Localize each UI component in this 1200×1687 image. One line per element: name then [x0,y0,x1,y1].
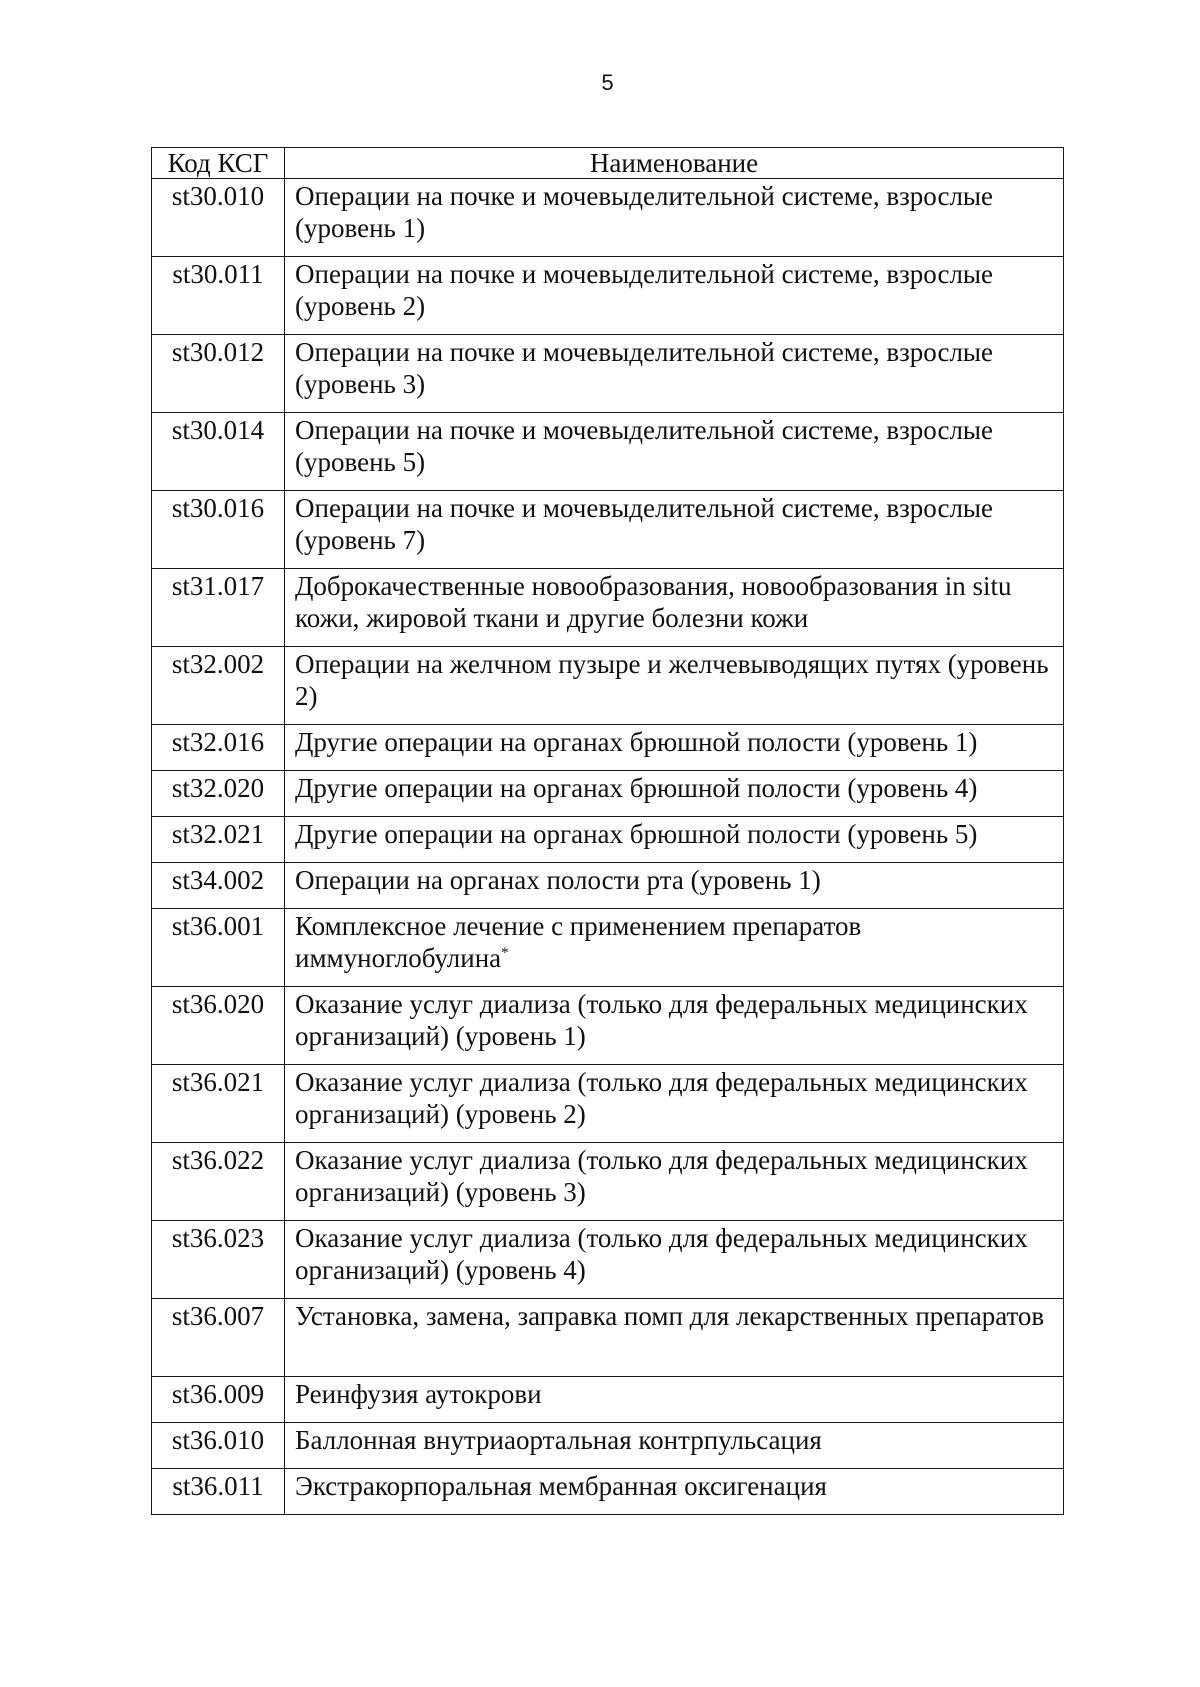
ksg-code: st30.010 [152,179,285,257]
ksg-name: Другие операции на органах брюшной полости (уровень 4) [285,771,1064,817]
ksg-name: Оказание услуг диализа (только для федеральных медицинских организаций) (уровень 2) [285,1065,1064,1143]
table-row [152,569,1064,647]
table-row [152,909,1064,987]
ksg-name: Другие операции на органах брюшной полости (уровень 5) [285,817,1064,863]
ksg-name: Доброкачественные новообразования, новообразования in situ кожи, жировой ткани и другие болезни кожи [285,569,1064,647]
ksg-name: Операции на почке и мочевыделительной системе, взрослые (уровень 2) [285,257,1064,335]
ksg-code: st32.020 [152,771,285,817]
ksg-code: st30.016 [152,491,285,569]
ksg-name: Операции на органах полости рта (уровень 1) [285,863,1064,909]
ksg-name: Установка, замена, заправка помп для лекарственных препаратов [285,1299,1064,1377]
table-row [152,987,1064,1065]
ksg-name: Операции на желчном пузыре и желчевыводящих путях (уровень 2) [285,647,1064,725]
table-row [152,1299,1064,1377]
footnote-marker: * [501,945,509,961]
table-row [152,257,1064,335]
ksg-name-text: Комплексное лечение с применением препаратов иммуноглобулина [295,911,862,973]
ksg-code: st30.014 [152,413,285,491]
ksg-name: Реинфузия аутокрови [285,1377,1064,1423]
ksg-code: st30.012 [152,335,285,413]
ksg-name: Баллонная внутриаортальная контрпульсация [285,1423,1064,1469]
ksg-code: st32.021 [152,817,285,863]
ksg-code: st36.010 [152,1423,285,1469]
ksg-code: st36.021 [152,1065,285,1143]
table-row [152,491,1064,569]
ksg-code: st36.022 [152,1143,285,1221]
ksg-table [151,147,1064,1515]
name-column-header: Наименование [285,148,1064,179]
table-row [152,725,1064,771]
ksg-name: Операции на почке и мочевыделительной системе, взрослые (уровень 5) [285,413,1064,491]
ksg-name: Операции на почке и мочевыделительной системе, взрослые (уровень 7) [285,491,1064,569]
table-row [152,817,1064,863]
ksg-name: Экстракорпоральная мембранная оксигенация [285,1469,1064,1515]
ksg-name: Оказание услуг диализа (только для федеральных медицинских организаций) (уровень 4) [285,1221,1064,1299]
ksg-code: st36.007 [152,1299,285,1377]
table-header-row [152,148,1064,179]
table-row [152,413,1064,491]
ksg-name [285,909,1064,987]
table-row [152,179,1064,257]
table-row [152,335,1064,413]
table-row [152,1065,1064,1143]
ksg-code: st36.011 [152,1469,285,1515]
ksg-code: st30.011 [152,257,285,335]
ksg-name: Другие операции на органах брюшной полости (уровень 1) [285,725,1064,771]
ksg-code: st31.017 [152,569,285,647]
ksg-code: st32.002 [152,647,285,725]
ksg-name: Оказание услуг диализа (только для федеральных медицинских организаций) (уровень 3) [285,1143,1064,1221]
ksg-code: st32.016 [152,725,285,771]
table-row [152,1423,1064,1469]
table-row [152,863,1064,909]
code-column-header: Код КСГ [152,148,285,179]
table-row [152,1143,1064,1221]
ksg-name: Операции на почке и мочевыделительной системе, взрослые (уровень 1) [285,179,1064,257]
ksg-code: st36.001 [152,909,285,987]
table-row [152,1221,1064,1299]
table-row [152,1377,1064,1423]
ksg-code: st36.023 [152,1221,285,1299]
table-row [152,1469,1064,1515]
ksg-code: st36.020 [152,987,285,1065]
ksg-name: Операции на почке и мочевыделительной системе, взрослые (уровень 3) [285,335,1064,413]
ksg-code: st34.002 [152,863,285,909]
ksg-name: Оказание услуг диализа (только для федеральных медицинских организаций) (уровень 1) [285,987,1064,1065]
table-row [152,771,1064,817]
page-number: 5 [601,70,614,95]
table-row [152,647,1064,725]
ksg-code: st36.009 [152,1377,285,1423]
